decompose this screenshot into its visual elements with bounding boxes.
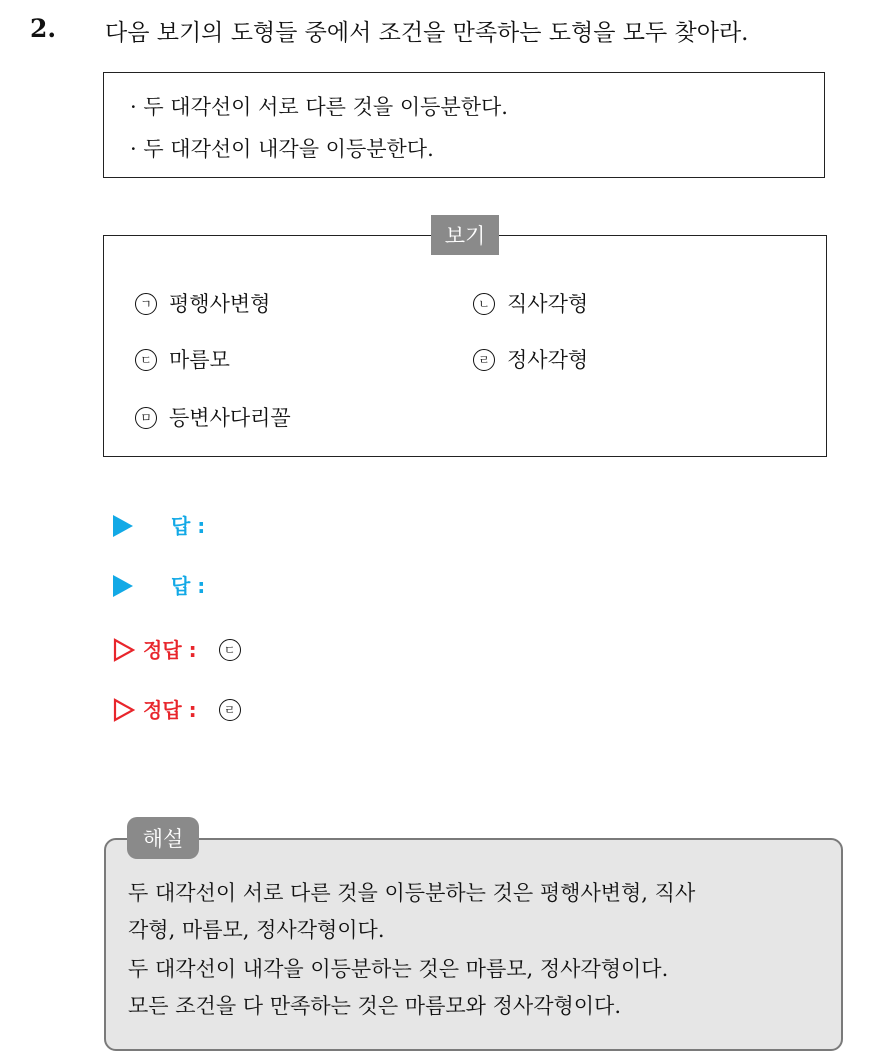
outline-triangle-icon [113, 698, 135, 722]
answer-input-row-1[interactable] [113, 510, 205, 539]
outline-triangle-icon [113, 638, 135, 662]
option-d [473, 344, 588, 374]
play-triangle-icon [113, 515, 133, 537]
answer-marker-icon: ㄹ [219, 699, 241, 721]
option-text: 정사각형 [507, 348, 589, 372]
answer-input-row-2[interactable] [113, 570, 205, 599]
bogi-label: 보기 [431, 215, 499, 255]
explanation-line-4: 모든 조건을 다 만족하는 것은 마름모와 정사각형이다. [128, 994, 622, 1018]
option-text: 마름모 [169, 348, 230, 372]
option-marker-icon: ㄴ [473, 293, 495, 315]
option-e [135, 402, 291, 432]
condition-2: · 두 대각선이 내각을 이등분한다. [130, 137, 434, 161]
option-a [135, 288, 270, 318]
explanation-line-3: 두 대각선이 내각을 이등분하는 것은 마름모, 정사각형이다. [128, 957, 669, 981]
option-text: 직사각형 [507, 292, 589, 316]
answer-label: 답 : [171, 514, 206, 538]
question-text: 다음 보기의 도형들 중에서 조건을 만족하는 도형을 모두 찾아라. [105, 20, 749, 46]
explanation-line-1: 두 대각선이 서로 다른 것을 이등분하는 것은 평행사변형, 직사 [128, 881, 696, 905]
option-text: 평행사변형 [169, 292, 271, 316]
correct-answer-row-1 [113, 634, 253, 664]
option-b [473, 288, 588, 318]
explanation-label: 해설 [127, 817, 199, 859]
option-marker-icon: ㅁ [135, 407, 157, 429]
option-marker-icon: ㄹ [473, 349, 495, 371]
answer-label: 답 : [171, 574, 206, 598]
explanation-line-2: 각형, 마름모, 정사각형이다. [128, 918, 385, 942]
condition-box [103, 72, 825, 178]
condition-1: · 두 대각선이 서로 다른 것을 이등분한다. [130, 95, 508, 119]
option-marker-icon: ㄱ [135, 293, 157, 315]
correct-label: 정답 : [143, 698, 197, 722]
correct-label: 정답 : [143, 638, 197, 662]
correct-answer-row-2 [113, 694, 253, 724]
question-number: 2. [30, 14, 57, 43]
option-text: 등변사다리꼴 [169, 406, 291, 430]
option-c [135, 344, 230, 374]
answer-marker-icon: ㄷ [219, 639, 241, 661]
play-triangle-icon [113, 575, 133, 597]
option-marker-icon: ㄷ [135, 349, 157, 371]
